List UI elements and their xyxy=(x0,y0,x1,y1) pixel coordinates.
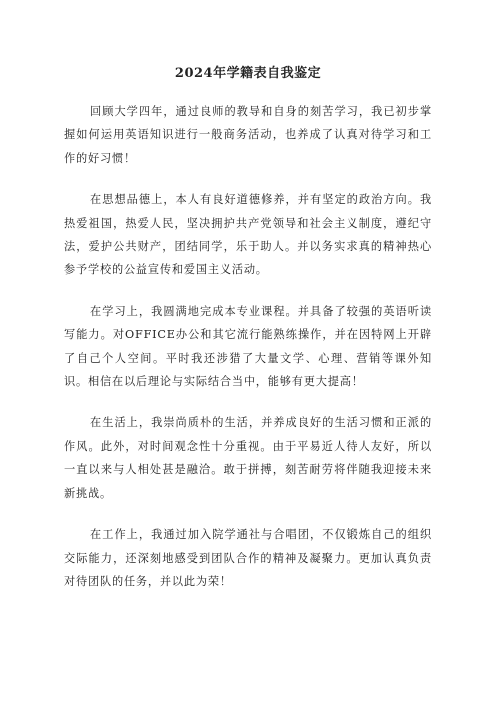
document-title: 2024年学籍表自我鉴定 xyxy=(174,66,322,81)
paragraph-morality: 在思想品德上，本人有良好道德修养，并有坚定的政治方向。我热爱祖国，热爱人民，坚决拥护共产党领导和社会主义制度，遵纪守法，爱护公共财产，团结同学，乐于助人。并以务实求真的精神热心参予学校的公益宣传和爱国主义活动。 xyxy=(64,193,432,277)
paragraph-life: 在生活上，我崇尚质朴的生活，并养成良好的生活习惯和正派的作风。此外，对时间观念性十分重视。由于平易近人待人友好，所以一直以来与人相处甚是融洽。敢于拼搏，刻苦耐劳将伴随我迎接未来新挑战。 xyxy=(64,416,432,500)
paragraph-study: 在学习上，我圆满地完成本专业课程。并具备了较强的英语听读写能力。对OFFICE办公和其它流行能熟练操作，并在因特网上开辟了自己个人空间。平时我还涉猎了大量文学、心理、营销等课外知识。相信在以后理论与实际结合当中，能够有更大提高！ xyxy=(64,304,432,389)
paragraph-review: 回顾大学四年，通过良师的教导和自身的刻苦学习，我已初步掌握如何运用英语知识进行一般商务活动，也养成了认真对待学习和工作的好习惯！ xyxy=(64,105,432,165)
paragraph-work: 在工作上，我通过加入院学通社与合唱团，不仅锻炼自己的组织交际能力，还深刻地感受到团队合作的精神及凝聚力。更加认真负责对待团队的任务，并以此为荣！ xyxy=(64,528,432,588)
